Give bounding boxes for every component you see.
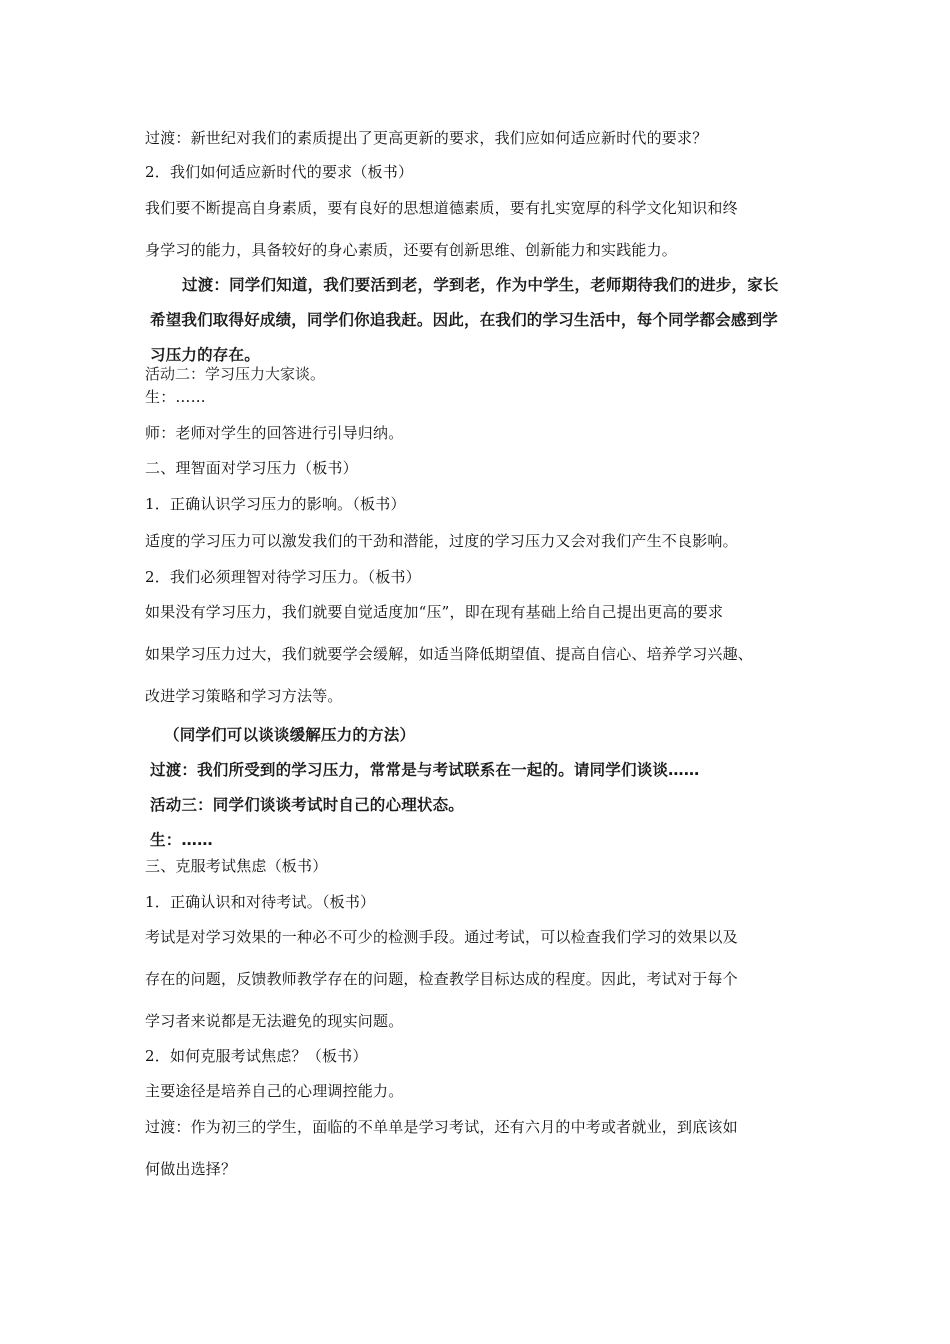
pasted-paragraph-line: （同学们可以谈谈缓解压力的方法） bbox=[164, 726, 416, 744]
section-heading: 二、理智面对学习压力（板书） bbox=[145, 459, 358, 477]
subsection-heading: 2．我们必须理智对待学习压力。（板书） bbox=[145, 568, 421, 586]
pasted-paragraph-line: 过渡：我们所受到的学习压力，常常是与考试联系在一起的。请同学们谈谈…… bbox=[150, 761, 700, 779]
paragraph-line: 考试是对学习效果的一种必不可少的检测手段。通过考试，可以检查我们学习的效果以及 bbox=[145, 928, 738, 946]
paragraph-line: 如果学习压力过大，我们就要学会缓解，如适当降低期望值、提高自信心、培养学习兴趣、 bbox=[145, 645, 754, 663]
pasted-paragraph-line: 生：…… bbox=[150, 831, 213, 849]
transition-line-1: 过渡：新世纪对我们的素质提出了更高更新的要求，我们应如何适应新时代的要求？ bbox=[145, 129, 708, 147]
obscured-activity-line: 活动二：学习压力大家谈。 bbox=[145, 365, 326, 383]
paragraph-line: 如果没有学习压力，我们就要自觉适度加“压”，即在现有基础上给自己提出更高的要求 bbox=[145, 603, 724, 621]
pasted-paragraph-line: 过渡：同学们知道，我们要活到老，学到老，作为中学生，老师期待我们的进步，家长 bbox=[182, 276, 779, 294]
paragraph-line: 改进学习策略和学习方法等。 bbox=[145, 687, 343, 705]
paragraph-line: 身学习的能力，具备较好的身心素质，还要有创新思维、创新能力和实践能力。 bbox=[145, 241, 678, 259]
pasted-paragraph-line: 习压力的存在。 bbox=[150, 346, 260, 364]
paragraph-line: 学习者来说都是无法避免的现实问题。 bbox=[145, 1012, 404, 1030]
student-answer: 生：…… bbox=[145, 388, 206, 406]
section-heading: 三、克服考试焦虑（板书） bbox=[145, 857, 328, 875]
subsection-heading: 1．正确认识和对待考试。（板书） bbox=[145, 893, 376, 911]
paragraph-line: 适度的学习压力可以激发我们的干劲和潜能，过度的学习压力又会对我们产生不良影响。 bbox=[145, 532, 738, 550]
pasted-paragraph-line: 希望我们取得好成绩，同学们你追我赶。因此，在我们的学习生活中，每个同学都会感到学 bbox=[150, 311, 779, 329]
transition-line: 过渡：作为初三的学生，面临的不单单是学习考试，还有六月的中考或者就业，到底该如 bbox=[145, 1118, 738, 1136]
paragraph-line: 我们要不断提高自身素质，要有良好的思想道德素质，要有扎实宽厚的科学文化知识和终 bbox=[145, 199, 738, 217]
subsection-heading: 2．如何克服考试焦虑？（板书） bbox=[145, 1047, 368, 1065]
paragraph-line: 存在的问题，反馈教师教学存在的问题，检查教学目标达成的程度。因此，考试对于每个 bbox=[145, 970, 738, 988]
paragraph-line: 主要途径是培养自己的心理调控能力。 bbox=[145, 1082, 404, 1100]
teacher-line: 师：老师对学生的回答进行引导归纳。 bbox=[145, 424, 404, 442]
pasted-paragraph-line: 活动三：同学们谈谈考试时自己的心理状态。 bbox=[150, 796, 465, 814]
transition-line: 何做出选择？ bbox=[145, 1160, 237, 1178]
subsection-heading: 1．正确认识学习压力的影响。（板书） bbox=[145, 495, 406, 513]
section-heading-2: 2．我们如何适应新时代的要求（板书） bbox=[145, 163, 414, 181]
